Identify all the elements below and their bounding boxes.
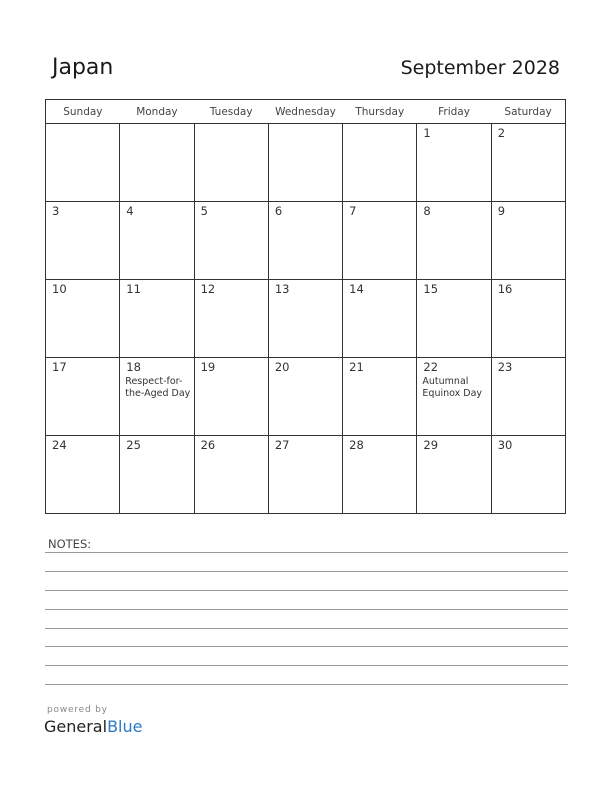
day-number: 19: [200, 360, 216, 374]
day-number: 25: [126, 438, 141, 452]
day-number: 23: [497, 360, 513, 374]
day-number: 7: [349, 204, 357, 218]
day-cell: [46, 124, 120, 202]
day-cell: [343, 202, 417, 280]
day-cell: [491, 436, 565, 514]
note-line: [45, 684, 568, 685]
day-number: 27: [274, 438, 290, 452]
day-cell: [46, 436, 120, 514]
day-number: [46, 124, 119, 127]
day-number: 22: [423, 360, 439, 374]
day-cell: [120, 280, 194, 358]
day-number: [269, 124, 342, 127]
notes-label: NOTES:: [48, 537, 92, 551]
note-line: [45, 665, 568, 666]
day-cell: [194, 436, 268, 514]
day-number: 6: [274, 204, 283, 218]
day-number: 1: [423, 126, 431, 140]
note-line: [45, 609, 568, 610]
day-cell: [120, 202, 194, 280]
day-number: [195, 124, 268, 127]
weekday-thursday: Thursday: [343, 100, 417, 124]
weekday-wednesday: Wednesday: [268, 100, 342, 124]
holiday-label: Autumnal Equinox Day: [422, 376, 483, 399]
week-row: [46, 124, 566, 202]
day-cell: [268, 358, 342, 436]
day-cell: [194, 124, 268, 202]
day-cell: [491, 124, 565, 202]
day-cell: [194, 358, 268, 436]
day-number: [343, 124, 416, 127]
country-title: Japan: [52, 55, 114, 80]
day-number: 30: [497, 438, 513, 452]
day-cell: [268, 436, 342, 514]
day-cell: [194, 280, 268, 358]
week-row: [46, 436, 566, 514]
day-cell: [120, 436, 194, 514]
day-number: 3: [52, 204, 60, 218]
note-line: [45, 571, 568, 572]
day-number: 21: [349, 360, 364, 374]
note-line: [45, 628, 568, 629]
day-number: 12: [200, 282, 216, 296]
day-cell: [491, 202, 565, 280]
day-number: 26: [200, 438, 216, 452]
day-number: 24: [52, 438, 67, 452]
day-number: 8: [423, 204, 431, 218]
day-number: 16: [497, 282, 513, 296]
month-year-title: September 2028: [400, 57, 560, 79]
week-row: [46, 358, 566, 436]
weekday-tuesday: Tuesday: [194, 100, 268, 124]
day-number: 14: [349, 282, 364, 296]
day-cell: [343, 280, 417, 358]
day-number: 5: [200, 204, 208, 218]
day-cell: [417, 358, 491, 436]
week-row: [46, 280, 566, 358]
weekday-friday: Friday: [417, 100, 491, 124]
day-cell: [46, 202, 120, 280]
week-row: [46, 202, 566, 280]
day-number: 29: [423, 438, 439, 452]
day-cell: [120, 358, 194, 436]
brand-general: General: [44, 717, 108, 736]
day-number: 9: [497, 204, 506, 218]
day-number: 15: [423, 282, 439, 296]
weekday-monday: Monday: [120, 100, 194, 124]
holiday-label: Respect-for-the-Aged Day: [125, 376, 191, 399]
powered-by-text: powered by: [47, 705, 108, 715]
day-number: [120, 124, 193, 127]
brand-blue: Blue: [107, 717, 143, 736]
day-cell: [120, 124, 194, 202]
day-number: 2: [497, 126, 506, 140]
day-cell: [417, 124, 491, 202]
day-cell: [268, 124, 342, 202]
day-number: 18: [126, 360, 141, 374]
day-cell: [343, 358, 417, 436]
day-number: 28: [349, 438, 364, 452]
day-cell: [417, 280, 491, 358]
day-number: 10: [52, 282, 67, 296]
day-cell: [268, 280, 342, 358]
day-number: 13: [274, 282, 290, 296]
day-cell: [417, 436, 491, 514]
day-number: 20: [274, 360, 290, 374]
day-cell: [194, 202, 268, 280]
day-cell: [46, 280, 120, 358]
calendar-grid: [45, 99, 566, 514]
day-cell: [268, 202, 342, 280]
weekday-saturday: Saturday: [491, 100, 565, 124]
day-cell: [491, 280, 565, 358]
day-cell: [343, 436, 417, 514]
note-line: [45, 552, 568, 553]
day-cell: [417, 202, 491, 280]
day-cell: [343, 124, 417, 202]
weekday-sunday: Sunday: [46, 100, 120, 124]
day-cell: [491, 358, 565, 436]
note-line: [45, 590, 568, 591]
weekday-header-row: [46, 100, 566, 124]
day-number: 17: [52, 360, 67, 374]
generalblue-logo[interactable]: [44, 717, 142, 736]
note-line: [45, 646, 568, 647]
day-number: 4: [126, 204, 134, 218]
day-number: 11: [126, 282, 141, 296]
day-cell: [46, 358, 120, 436]
